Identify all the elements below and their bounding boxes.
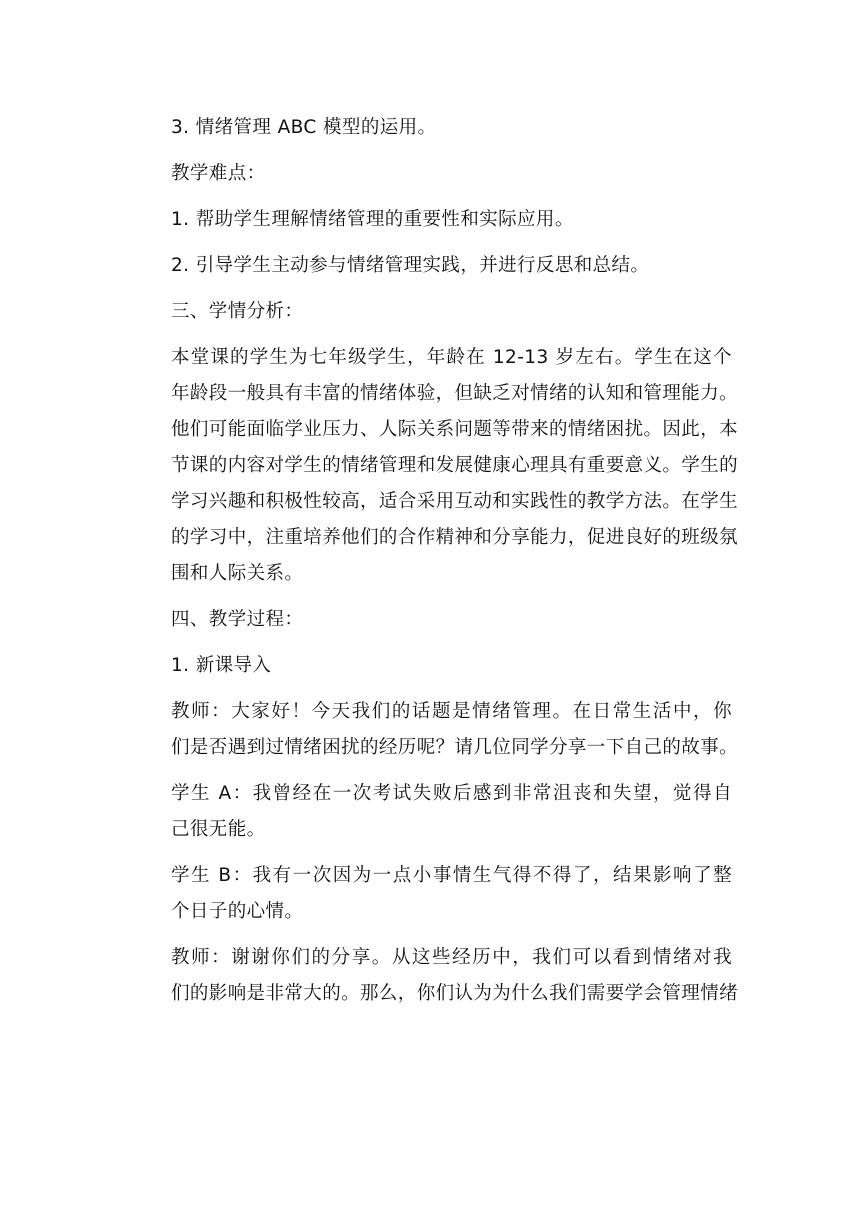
text-line: 围和人际关系。 xyxy=(171,563,304,584)
heading-teaching-difficulties: 教学难点： xyxy=(171,163,266,184)
text-line: 们是否遇到过情绪困扰的经历呢？请几位同学分享一下自己的故事。 xyxy=(171,737,739,758)
text-line: 本堂课的学生为七年级学生，年龄在 12-13 岁左右。学生在这个 xyxy=(171,347,732,368)
paragraph-student-b xyxy=(132,858,732,930)
heading-teaching-process: 四、教学过程： xyxy=(171,609,304,630)
text-line: 节课的内容对学生的情绪管理和发展健康心理具有重要意义。学生的 xyxy=(171,455,739,476)
text-line: 学习兴趣和积极性较高，适合采用互动和实践性的教学方法。在学生 xyxy=(171,491,739,512)
text-line: 教师：大家好！今天我们的话题是情绪管理。在日常生活中，你 xyxy=(171,701,732,722)
text-line: 他们可能面临学业压力、人际关系问题等带来的情绪困扰。因此，本 xyxy=(171,419,739,440)
text-line: 学生 A：我曾经在一次考试失败后感到非常沮丧和失望，觉得自 xyxy=(171,783,732,804)
paragraph-teacher-intro xyxy=(132,694,739,766)
document-body xyxy=(132,110,739,1022)
heading-student-analysis: 三、学情分析： xyxy=(171,301,304,322)
text-line: 的学习中，注重培养他们的合作精神和分享能力，促进良好的班级氛 xyxy=(171,527,739,548)
text-line: 教师：谢谢你们的分享。从这些经历中，我们可以看到情绪对我 xyxy=(171,947,732,968)
text-line: 己很无能。 xyxy=(171,819,266,840)
paragraph-teacher-response xyxy=(132,940,739,1012)
text-line: 们的影响是非常大的。那么，你们认为为什么我们需要学会管理情绪 xyxy=(171,983,739,1004)
list-item-abc-model: 3. 情绪管理 ABC 模型的运用。 xyxy=(171,117,437,138)
text-line: 学生 B：我有一次因为一点小事情生气得不得了，结果影响了整 xyxy=(171,865,732,886)
paragraph-student-a xyxy=(132,776,732,848)
list-item-difficulty-1: 1. 帮助学生理解情绪管理的重要性和实际应用。 xyxy=(171,209,574,230)
list-item-lesson-intro: 1. 新课导入 xyxy=(171,655,272,676)
paragraph-student-analysis xyxy=(132,340,739,592)
text-line: 年龄段一般具有丰富的情绪体验，但缺乏对情绪的认知和管理能力。 xyxy=(171,383,739,404)
list-item-difficulty-2: 2. 引导学生主动参与情绪管理实践，并进行反思和总结。 xyxy=(171,255,650,276)
text-line: 个日子的心情。 xyxy=(171,901,304,922)
